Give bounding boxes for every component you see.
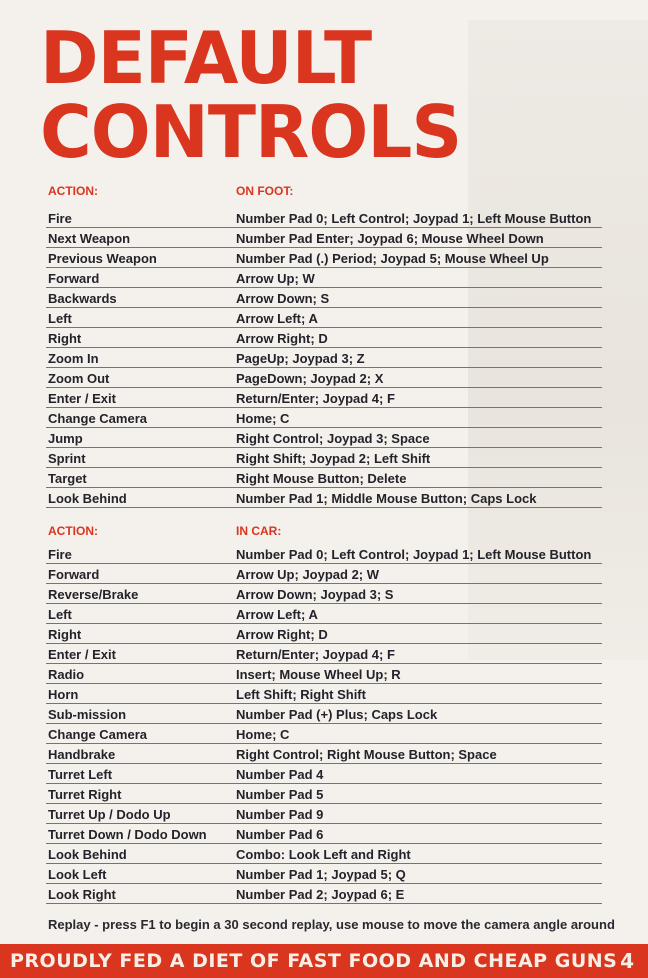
- page-title: [40, 16, 462, 174]
- table-row: [46, 584, 602, 604]
- action-cell: Previous Weapon: [48, 251, 157, 266]
- table-row: [46, 884, 602, 904]
- controls-cell: Combo: Look Left and Right: [236, 847, 411, 862]
- action-cell: Next Weapon: [48, 231, 131, 246]
- controls-cell: Number Pad 0; Left Control; Joypad 1; Left Mouse Button: [236, 211, 592, 226]
- footer-tagline: PROUDLY FED A DIET OF FAST FOOD AND CHEAP GUNS: [10, 950, 618, 972]
- in-car-rows: [46, 544, 602, 904]
- table-row: [46, 228, 602, 248]
- action-cell: Left: [48, 311, 72, 326]
- table-row: [46, 644, 602, 664]
- table-row: [46, 328, 602, 348]
- table-row: [46, 784, 602, 804]
- table-row: [46, 408, 602, 428]
- table-row: [46, 864, 602, 884]
- table-row: [46, 844, 602, 864]
- controls-cell: Number Pad 2; Joypad 6; E: [236, 887, 405, 902]
- controls-cell: Return/Enter; Joypad 4; F: [236, 391, 395, 406]
- action-cell: Enter / Exit: [48, 391, 116, 406]
- table-row: [46, 268, 602, 288]
- action-cell: Handbrake: [48, 747, 116, 762]
- controls-cell: Arrow Left; A: [236, 311, 318, 326]
- controls-cell: Right Mouse Button; Delete: [236, 471, 407, 486]
- controls-cell: Arrow Left; A: [236, 607, 318, 622]
- controls-cell: Number Pad 6: [236, 827, 324, 842]
- table-row: [46, 368, 602, 388]
- context-column-header: ON FOOT:: [236, 184, 294, 198]
- controls-cell: Insert; Mouse Wheel Up; R: [236, 667, 401, 682]
- on-foot-rows: [46, 208, 602, 508]
- controls-cell: Number Pad 1; Joypad 5; Q: [236, 867, 406, 882]
- title-line-1: DEFAULT: [40, 16, 372, 100]
- controls-cell: Left Shift; Right Shift: [236, 687, 366, 702]
- table-row: [46, 468, 602, 488]
- action-cell: Horn: [48, 687, 79, 702]
- action-cell: Enter / Exit: [48, 647, 116, 662]
- controls-cell: PageUp; Joypad 3; Z: [236, 351, 365, 366]
- action-cell: Turret Left: [48, 767, 113, 782]
- controls-cell: Arrow Up; Joypad 2; W: [236, 567, 380, 582]
- controls-cell: Number Pad Enter; Joypad 6; Mouse Wheel Down: [236, 231, 544, 246]
- in-car-header: [46, 522, 602, 540]
- table-row: [46, 348, 602, 368]
- controls-cell: Arrow Down; S: [236, 291, 330, 306]
- controls-cell: Number Pad 4: [236, 767, 324, 782]
- table-row: [46, 428, 602, 448]
- action-cell: Look Right: [48, 887, 116, 902]
- action-cell: Fire: [48, 547, 72, 562]
- footer-bar: [0, 944, 648, 978]
- action-column-header: ACTION:: [48, 524, 98, 538]
- action-cell: Sub-mission: [48, 707, 127, 722]
- table-row: [46, 564, 602, 584]
- table-row: [46, 684, 602, 704]
- action-cell: Left: [48, 607, 72, 622]
- controls-cell: Arrow Right; D: [236, 627, 328, 642]
- action-cell: Zoom In: [48, 351, 99, 366]
- controls-cell: Number Pad 1; Middle Mouse Button; Caps Lock: [236, 491, 537, 506]
- table-row: [46, 544, 602, 564]
- page-number: 4: [620, 949, 634, 973]
- controls-cell: Home; C: [236, 727, 290, 742]
- action-cell: Target: [48, 471, 87, 486]
- table-row: [46, 308, 602, 328]
- on-foot-header: [46, 182, 602, 200]
- action-cell: Forward: [48, 567, 100, 582]
- action-cell: Zoom Out: [48, 371, 110, 386]
- action-cell: Radio: [48, 667, 85, 682]
- table-row: [46, 764, 602, 784]
- action-cell: Right: [48, 331, 82, 346]
- controls-cell: PageDown; Joypad 2; X: [236, 371, 384, 386]
- controls-cell: Return/Enter; Joypad 4; F: [236, 647, 395, 662]
- table-row: [46, 488, 602, 508]
- controls-cell: Right Shift; Joypad 2; Left Shift: [236, 451, 431, 466]
- controls-cell: Number Pad (+) Plus; Caps Lock: [236, 707, 438, 722]
- table-row: [46, 664, 602, 684]
- action-cell: Reverse/Brake: [48, 587, 139, 602]
- title-line-2: CONTROLS: [40, 90, 462, 174]
- controls-cell: Arrow Right; D: [236, 331, 328, 346]
- replay-note: Replay - press F1 to begin a 30 second replay, use mouse to move the camera angle around: [48, 917, 615, 932]
- action-cell: Change Camera: [48, 411, 147, 426]
- action-cell: Forward: [48, 271, 100, 286]
- table-row: [46, 288, 602, 308]
- table-row: [46, 248, 602, 268]
- table-row: [46, 724, 602, 744]
- table-row: [46, 208, 602, 228]
- table-row: [46, 704, 602, 724]
- action-cell: Backwards: [48, 291, 117, 306]
- table-row: [46, 824, 602, 844]
- action-cell: Turret Up / Dodo Up: [48, 807, 171, 822]
- table-row: [46, 448, 602, 468]
- action-cell: Change Camera: [48, 727, 147, 742]
- table-row: [46, 744, 602, 764]
- controls-cell: Number Pad 9: [236, 807, 324, 822]
- action-cell: Look Left: [48, 867, 107, 882]
- controls-cell: Right Control; Joypad 3; Space: [236, 431, 430, 446]
- controls-cell: Arrow Down; Joypad 3; S: [236, 587, 394, 602]
- action-cell: Right: [48, 627, 82, 642]
- controls-cell: Arrow Up; W: [236, 271, 315, 286]
- action-column-header: ACTION:: [48, 184, 98, 198]
- controls-cell: Number Pad (.) Period; Joypad 5; Mouse Wheel Up: [236, 251, 549, 266]
- table-row: [46, 604, 602, 624]
- controls-cell: Home; C: [236, 411, 290, 426]
- action-cell: Turret Down / Dodo Down: [48, 827, 207, 842]
- action-cell: Look Behind: [48, 847, 127, 862]
- action-cell: Sprint: [48, 451, 86, 466]
- controls-cell: Number Pad 5: [236, 787, 324, 802]
- table-row: [46, 804, 602, 824]
- context-column-header: IN CAR:: [236, 524, 282, 538]
- controls-cell: Right Control; Right Mouse Button; Space: [236, 747, 497, 762]
- table-row: [46, 624, 602, 644]
- action-cell: Look Behind: [48, 491, 127, 506]
- table-row: [46, 388, 602, 408]
- controls-cell: Number Pad 0; Left Control; Joypad 1; Left Mouse Button: [236, 547, 592, 562]
- action-cell: Fire: [48, 211, 72, 226]
- action-cell: Turret Right: [48, 787, 122, 802]
- action-cell: Jump: [48, 431, 83, 446]
